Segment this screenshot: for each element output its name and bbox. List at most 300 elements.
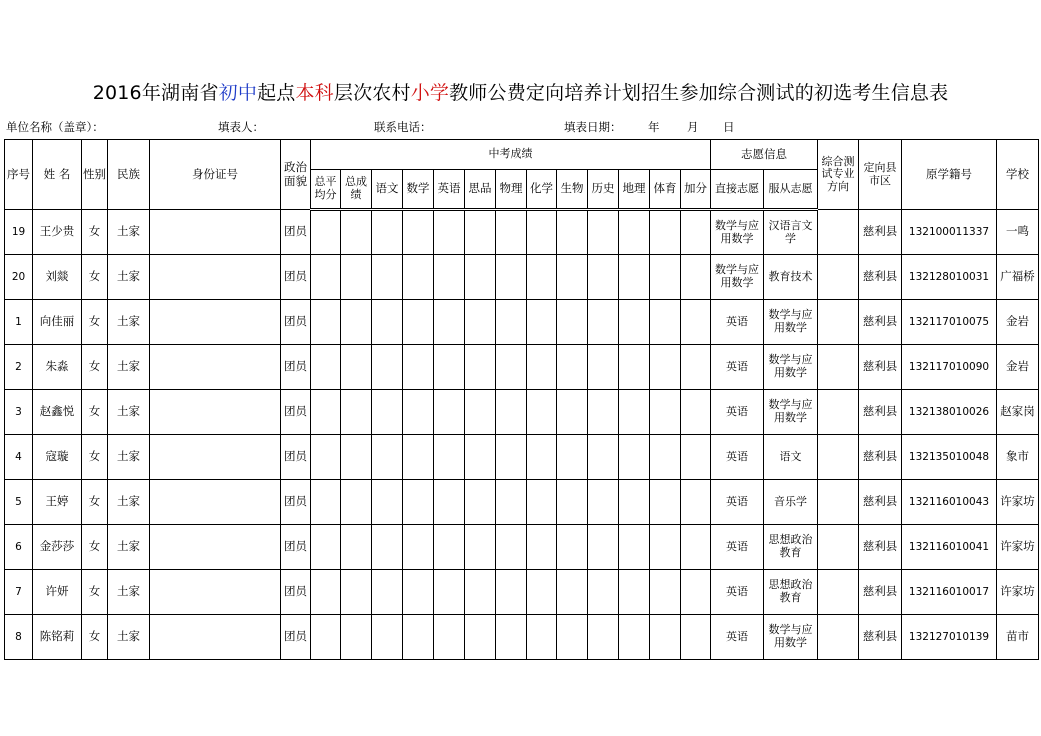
- month-label: 月: [687, 120, 699, 134]
- cell-wish-direct: 英语: [711, 480, 764, 525]
- cell-county: 慈利县: [859, 390, 902, 435]
- cell-exam-score: [465, 255, 496, 300]
- cell-student-no: 132128010031: [902, 255, 997, 300]
- cell-exam-score: [527, 255, 557, 300]
- cell-wish-obey: 思想政治教育: [764, 570, 818, 615]
- cell-id-number: [150, 345, 281, 390]
- title-part: 2016年湖南省: [92, 82, 219, 104]
- cell-exam-score: [403, 435, 434, 480]
- cell-exam-score: [372, 615, 403, 660]
- cell-exam-score: [619, 570, 650, 615]
- cell-exam-score: [465, 525, 496, 570]
- cell-county: 慈利县: [859, 570, 902, 615]
- cell-county: 慈利县: [859, 480, 902, 525]
- cell-exam-score: [496, 345, 527, 390]
- cell-id-number: [150, 390, 281, 435]
- cell-test-major: [818, 615, 859, 660]
- cell-gender: 女: [82, 525, 108, 570]
- cell-exam-score: [465, 480, 496, 525]
- cell-seq: 6: [5, 525, 33, 570]
- cell-test-major: [818, 390, 859, 435]
- cell-exam-score: [372, 345, 403, 390]
- day-label: 日: [723, 120, 735, 134]
- cell-exam-score: [311, 615, 341, 660]
- cell-gender: 女: [82, 210, 108, 255]
- cell-id-number: [150, 570, 281, 615]
- cell-exam-score: [681, 255, 711, 300]
- cell-political: 团员: [281, 390, 311, 435]
- cell-ethnic: 土家: [108, 210, 150, 255]
- cell-exam-score: [650, 570, 681, 615]
- cell-gender: 女: [82, 345, 108, 390]
- cell-exam-score: [341, 615, 372, 660]
- cell-political: 团员: [281, 480, 311, 525]
- header-exam-col: 加分: [681, 170, 711, 210]
- header-name: 姓 名: [33, 140, 82, 210]
- cell-exam-score: [496, 435, 527, 480]
- cell-exam-score: [496, 255, 527, 300]
- cell-school: 金岩: [997, 300, 1039, 345]
- cell-exam-score: [619, 255, 650, 300]
- cell-exam-score: [619, 435, 650, 480]
- cell-ethnic: 土家: [108, 480, 150, 525]
- cell-county: 慈利县: [859, 525, 902, 570]
- header-exam-col: 历史: [588, 170, 619, 210]
- cell-exam-score: [434, 435, 465, 480]
- cell-school: 苗市: [997, 615, 1039, 660]
- cell-id-number: [150, 480, 281, 525]
- cell-exam-score: [496, 615, 527, 660]
- header-exam-col: 语文: [372, 170, 403, 210]
- table-row: [5, 210, 1039, 255]
- cell-wish-direct: 英语: [711, 390, 764, 435]
- cell-political: 团员: [281, 255, 311, 300]
- cell-student-no: 132127010139: [902, 615, 997, 660]
- cell-exam-score: [341, 390, 372, 435]
- cell-exam-score: [557, 480, 588, 525]
- cell-wish-direct: 英语: [711, 615, 764, 660]
- cell-county: 慈利县: [859, 255, 902, 300]
- cell-exam-score: [650, 390, 681, 435]
- cell-exam-score: [341, 210, 372, 255]
- cell-exam-score: [650, 435, 681, 480]
- cell-exam-score: [527, 300, 557, 345]
- cell-name: 许妍: [33, 570, 82, 615]
- cell-exam-score: [619, 525, 650, 570]
- cell-id-number: [150, 525, 281, 570]
- cell-exam-score: [311, 300, 341, 345]
- cell-exam-score: [650, 525, 681, 570]
- cell-wish-obey: 汉语言文学: [764, 210, 818, 255]
- cell-exam-score: [311, 570, 341, 615]
- cell-school: 许家坊: [997, 570, 1039, 615]
- cell-student-no: 132116010041: [902, 525, 997, 570]
- cell-exam-score: [619, 390, 650, 435]
- table-row: [5, 570, 1039, 615]
- cell-exam-score: [681, 525, 711, 570]
- cell-ethnic: 土家: [108, 615, 150, 660]
- title-part: 层次农村: [333, 82, 411, 104]
- table-row: [5, 525, 1039, 570]
- header-ethnic: 民族: [108, 140, 150, 210]
- table-row: [5, 345, 1039, 390]
- cell-school: 许家坊: [997, 525, 1039, 570]
- cell-exam-score: [434, 480, 465, 525]
- cell-gender: 女: [82, 570, 108, 615]
- cell-exam-score: [496, 570, 527, 615]
- title-part: 初中: [218, 82, 258, 104]
- cell-gender: 女: [82, 615, 108, 660]
- cell-exam-score: [403, 570, 434, 615]
- cell-wish-obey: 数学与应用数学: [764, 345, 818, 390]
- cell-exam-score: [403, 390, 434, 435]
- cell-exam-score: [434, 255, 465, 300]
- cell-exam-score: [496, 300, 527, 345]
- cell-school: 金岩: [997, 345, 1039, 390]
- header-exam-col: 体育: [650, 170, 681, 210]
- cell-exam-score: [588, 615, 619, 660]
- cell-wish-obey: 数学与应用数学: [764, 615, 818, 660]
- header-exam-col: 生物: [557, 170, 588, 210]
- table-row: [5, 255, 1039, 300]
- header-exam-col: 总平均分: [311, 170, 341, 210]
- cell-ethnic: 土家: [108, 390, 150, 435]
- year-label: 年: [648, 120, 660, 134]
- table-row: [5, 435, 1039, 480]
- cell-county: 慈利县: [859, 345, 902, 390]
- cell-exam-score: [465, 210, 496, 255]
- page-title: [0, 78, 1041, 105]
- cell-exam-score: [434, 570, 465, 615]
- cell-exam-score: [341, 255, 372, 300]
- cell-exam-score: [372, 255, 403, 300]
- cell-exam-score: [341, 345, 372, 390]
- cell-seq: 3: [5, 390, 33, 435]
- cell-exam-score: [341, 300, 372, 345]
- cell-exam-score: [403, 300, 434, 345]
- cell-exam-score: [311, 435, 341, 480]
- cell-exam-score: [681, 300, 711, 345]
- cell-exam-score: [650, 480, 681, 525]
- cell-seq: 7: [5, 570, 33, 615]
- cell-school: 一鸣: [997, 210, 1039, 255]
- cell-gender: 女: [82, 435, 108, 480]
- cell-wish-direct: 英语: [711, 435, 764, 480]
- cell-student-no: 132100011337: [902, 210, 997, 255]
- table-body: [5, 210, 1039, 660]
- cell-student-no: 132116010043: [902, 480, 997, 525]
- cell-political: 团员: [281, 435, 311, 480]
- cell-county: 慈利县: [859, 615, 902, 660]
- cell-test-major: [818, 525, 859, 570]
- cell-exam-score: [372, 210, 403, 255]
- cell-exam-score: [434, 525, 465, 570]
- header-exam-col: 地理: [619, 170, 650, 210]
- title-part: 本科: [295, 82, 334, 104]
- table-row: [5, 480, 1039, 525]
- cell-exam-score: [341, 570, 372, 615]
- cell-exam-score: [403, 345, 434, 390]
- cell-name: 寇璇: [33, 435, 82, 480]
- cell-exam-score: [496, 525, 527, 570]
- cell-exam-score: [557, 525, 588, 570]
- header-exam-col: 总成绩: [341, 170, 372, 210]
- cell-exam-score: [681, 435, 711, 480]
- cell-ethnic: 土家: [108, 435, 150, 480]
- cell-ethnic: 土家: [108, 300, 150, 345]
- cell-seq: 19: [5, 210, 33, 255]
- header-wish-group: 志愿信息: [711, 140, 818, 170]
- cell-exam-score: [341, 435, 372, 480]
- cell-gender: 女: [82, 255, 108, 300]
- cell-exam-score: [403, 255, 434, 300]
- cell-exam-score: [496, 390, 527, 435]
- cell-exam-score: [311, 345, 341, 390]
- cell-exam-score: [557, 390, 588, 435]
- cell-id-number: [150, 210, 281, 255]
- cell-exam-score: [619, 480, 650, 525]
- cell-exam-score: [311, 390, 341, 435]
- cell-exam-score: [403, 525, 434, 570]
- cell-exam-score: [527, 345, 557, 390]
- header-test-major: 综合测试专业方向: [818, 140, 859, 210]
- cell-exam-score: [311, 480, 341, 525]
- cell-exam-score: [527, 570, 557, 615]
- cell-exam-score: [372, 480, 403, 525]
- cell-student-no: 132116010017: [902, 570, 997, 615]
- cell-exam-score: [465, 390, 496, 435]
- header-school: 学校: [997, 140, 1039, 210]
- cell-exam-score: [650, 255, 681, 300]
- filler-label: 填表人：: [218, 120, 264, 134]
- cell-exam-score: [403, 210, 434, 255]
- cell-seq: 2: [5, 345, 33, 390]
- cell-test-major: [818, 210, 859, 255]
- cell-exam-score: [588, 525, 619, 570]
- cell-exam-score: [434, 345, 465, 390]
- date-label: 填表日期：: [564, 120, 622, 134]
- cell-exam-score: [681, 480, 711, 525]
- cell-student-no: 132117010075: [902, 300, 997, 345]
- cell-wish-obey: 语文: [764, 435, 818, 480]
- cell-seq: 8: [5, 615, 33, 660]
- cell-id-number: [150, 435, 281, 480]
- title-part: 起点: [257, 82, 296, 104]
- cell-political: 团员: [281, 570, 311, 615]
- cell-exam-score: [650, 210, 681, 255]
- cell-wish-direct: 数学与应用数学: [711, 255, 764, 300]
- table-row: [5, 300, 1039, 345]
- table-row: [5, 615, 1039, 660]
- cell-school: 赵家岗: [997, 390, 1039, 435]
- cell-name: 刘燚: [33, 255, 82, 300]
- cell-wish-obey: 思想政治教育: [764, 525, 818, 570]
- cell-name: 赵鑫悦: [33, 390, 82, 435]
- cell-ethnic: 土家: [108, 525, 150, 570]
- header-exam-col: 思品: [465, 170, 496, 210]
- cell-exam-score: [681, 210, 711, 255]
- cell-exam-score: [403, 615, 434, 660]
- cell-id-number: [150, 615, 281, 660]
- header-seq: 序号: [5, 140, 33, 210]
- cell-exam-score: [681, 390, 711, 435]
- cell-exam-score: [588, 435, 619, 480]
- cell-name: 金莎莎: [33, 525, 82, 570]
- cell-exam-score: [588, 300, 619, 345]
- cell-political: 团员: [281, 210, 311, 255]
- cell-name: 向佳丽: [33, 300, 82, 345]
- cell-exam-score: [681, 345, 711, 390]
- cell-exam-score: [496, 480, 527, 525]
- cell-political: 团员: [281, 525, 311, 570]
- cell-wish-obey: 音乐学: [764, 480, 818, 525]
- cell-gender: 女: [82, 300, 108, 345]
- header-wish-obey: 服从志愿: [764, 170, 818, 210]
- header-exam-col: 数学: [403, 170, 434, 210]
- cell-exam-score: [372, 300, 403, 345]
- cell-exam-score: [588, 255, 619, 300]
- cell-student-no: 132135010048: [902, 435, 997, 480]
- unit-label: 单位名称（盖章）：: [6, 120, 104, 134]
- cell-exam-score: [650, 345, 681, 390]
- cell-exam-score: [588, 570, 619, 615]
- cell-county: 慈利县: [859, 210, 902, 255]
- cell-political: 团员: [281, 345, 311, 390]
- cell-student-no: 132138010026: [902, 390, 997, 435]
- cell-exam-score: [588, 480, 619, 525]
- title-part: 小学: [410, 82, 450, 104]
- title-part: 教师公费定向培养计划招生参加综合测试的初选考生信息表: [449, 82, 949, 104]
- cell-school: 象市: [997, 435, 1039, 480]
- cell-exam-score: [311, 210, 341, 255]
- cell-exam-score: [527, 210, 557, 255]
- cell-school: 许家坊: [997, 480, 1039, 525]
- cell-exam-score: [403, 480, 434, 525]
- cell-exam-score: [434, 615, 465, 660]
- cell-wish-direct: 英语: [711, 570, 764, 615]
- cell-exam-score: [527, 435, 557, 480]
- cell-exam-score: [557, 435, 588, 480]
- cell-exam-score: [434, 210, 465, 255]
- cell-test-major: [818, 435, 859, 480]
- cell-exam-score: [372, 525, 403, 570]
- cell-seq: 1: [5, 300, 33, 345]
- cell-gender: 女: [82, 390, 108, 435]
- cell-exam-score: [372, 390, 403, 435]
- cell-test-major: [818, 480, 859, 525]
- header-gender: 性别: [82, 140, 108, 210]
- cell-name: 朱淼: [33, 345, 82, 390]
- cell-gender: 女: [82, 480, 108, 525]
- cell-ethnic: 土家: [108, 570, 150, 615]
- cell-wish-direct: 英语: [711, 525, 764, 570]
- cell-exam-score: [465, 435, 496, 480]
- cell-student-no: 132117010090: [902, 345, 997, 390]
- cell-school: 广福桥: [997, 255, 1039, 300]
- cell-ethnic: 土家: [108, 255, 150, 300]
- cell-exam-score: [372, 570, 403, 615]
- cell-exam-score: [557, 570, 588, 615]
- cell-exam-score: [619, 300, 650, 345]
- header-exam-col: 英语: [434, 170, 465, 210]
- cell-exam-score: [650, 615, 681, 660]
- cell-exam-score: [557, 615, 588, 660]
- header-exam-col: 物理: [496, 170, 527, 210]
- cell-test-major: [818, 345, 859, 390]
- cell-name: 陈铭莉: [33, 615, 82, 660]
- header-wish-direct: 直接志愿: [711, 170, 764, 210]
- cell-wish-direct: 英语: [711, 345, 764, 390]
- cell-exam-score: [557, 345, 588, 390]
- cell-name: 王少贵: [33, 210, 82, 255]
- cell-political: 团员: [281, 300, 311, 345]
- header-student-no: 原学籍号: [902, 140, 997, 210]
- table-row: [5, 390, 1039, 435]
- cell-county: 慈利县: [859, 300, 902, 345]
- cell-exam-score: [496, 210, 527, 255]
- cell-exam-score: [588, 345, 619, 390]
- cell-exam-score: [619, 615, 650, 660]
- cell-exam-score: [465, 615, 496, 660]
- cell-id-number: [150, 300, 281, 345]
- cell-political: 团员: [281, 615, 311, 660]
- cell-exam-score: [465, 570, 496, 615]
- cell-exam-score: [527, 390, 557, 435]
- cell-seq: 5: [5, 480, 33, 525]
- header-exam-group: 中考成绩: [311, 140, 711, 170]
- cell-exam-score: [341, 480, 372, 525]
- cell-exam-score: [434, 300, 465, 345]
- header-county: 定向县市区: [859, 140, 902, 210]
- cell-exam-score: [527, 525, 557, 570]
- cell-exam-score: [588, 390, 619, 435]
- cell-test-major: [818, 255, 859, 300]
- cell-wish-obey: 数学与应用数学: [764, 300, 818, 345]
- cell-test-major: [818, 570, 859, 615]
- cell-exam-score: [557, 255, 588, 300]
- cell-exam-score: [557, 210, 588, 255]
- cell-id-number: [150, 255, 281, 300]
- cell-wish-direct: 数学与应用数学: [711, 210, 764, 255]
- cell-name: 王婷: [33, 480, 82, 525]
- header-id-number: 身份证号: [150, 140, 281, 210]
- header-row-top: [5, 140, 1039, 170]
- header-exam-col: 化学: [527, 170, 557, 210]
- cell-wish-obey: 教育技术: [764, 255, 818, 300]
- cell-exam-score: [311, 255, 341, 300]
- cell-exam-score: [434, 390, 465, 435]
- cell-exam-score: [527, 480, 557, 525]
- cell-exam-score: [465, 345, 496, 390]
- cell-exam-score: [341, 525, 372, 570]
- cell-seq: 20: [5, 255, 33, 300]
- cell-exam-score: [588, 210, 619, 255]
- cell-ethnic: 土家: [108, 345, 150, 390]
- cell-exam-score: [681, 615, 711, 660]
- header-political: 政治面貌: [281, 140, 311, 210]
- cell-exam-score: [465, 300, 496, 345]
- cell-exam-score: [650, 300, 681, 345]
- cell-exam-score: [311, 525, 341, 570]
- cell-exam-score: [372, 435, 403, 480]
- cell-seq: 4: [5, 435, 33, 480]
- cell-county: 慈利县: [859, 435, 902, 480]
- cell-wish-obey: 数学与应用数学: [764, 390, 818, 435]
- student-info-table: [4, 139, 1039, 660]
- cell-exam-score: [681, 570, 711, 615]
- cell-wish-direct: 英语: [711, 300, 764, 345]
- cell-exam-score: [527, 615, 557, 660]
